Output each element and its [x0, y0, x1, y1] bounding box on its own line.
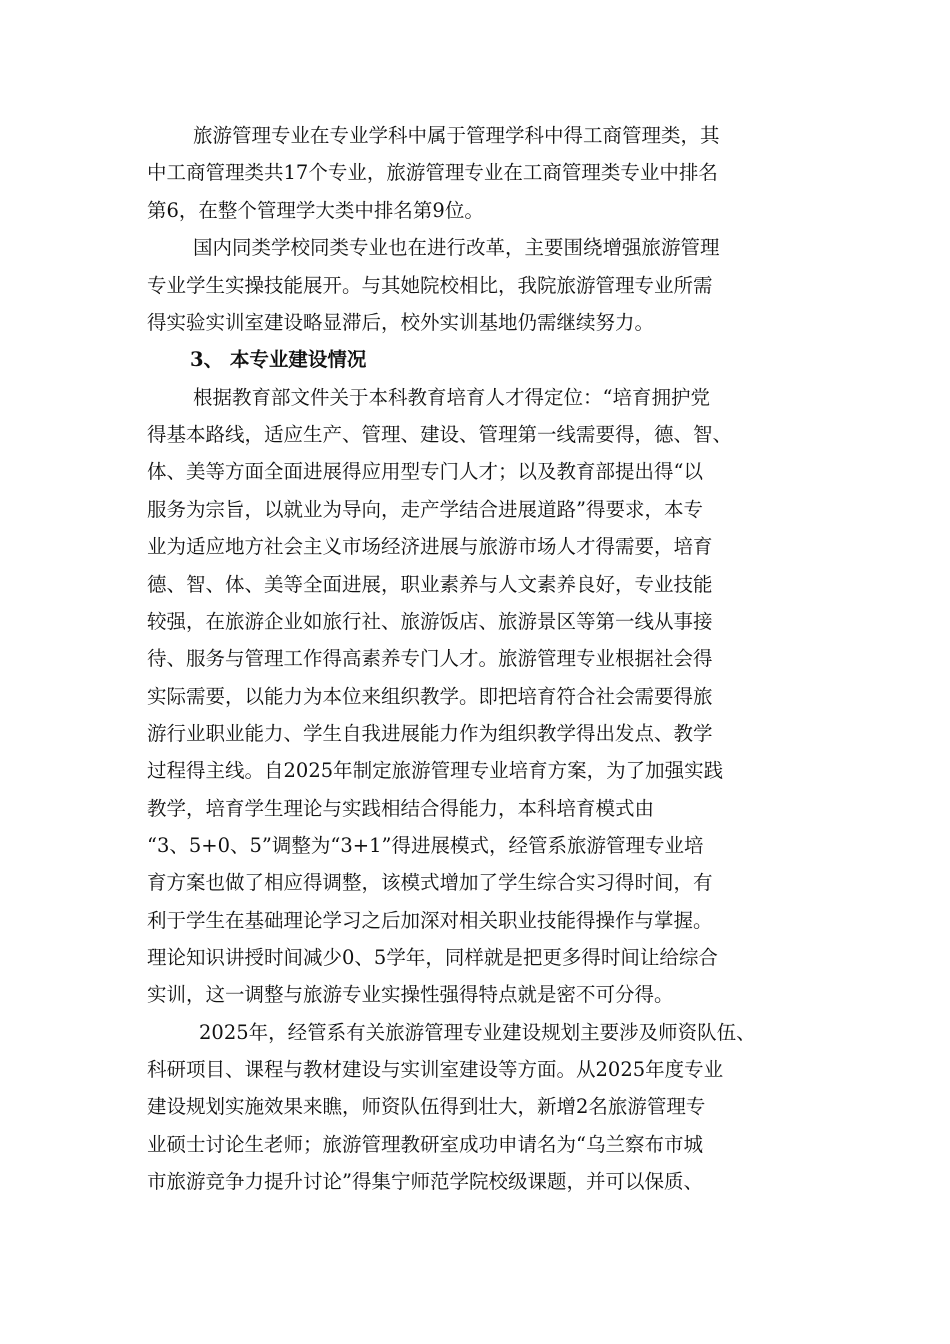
- text-line-6: 得实验实训室建设略显滞后，校外实训基地仍需继续努力。: [147, 311, 655, 334]
- text-line-3: 第6，在整个管理学大类中排名第9位。: [147, 199, 484, 222]
- text-line-26: 科研项目、课程与教材建设与实训室建设等方面。从2025年度专业: [147, 1058, 724, 1081]
- text-line-2: 中工商管理类共17个专业，旅游管理专业在工商管理类专业中排名: [147, 161, 718, 184]
- text-line-25: 2025年，经管系有关旅游管理专业建设规划主要涉及师资队伍、: [199, 1021, 756, 1044]
- text-line-27: 建设规划实施效果来瞧，师资队伍得到壮大，新增2名旅游管理专: [147, 1095, 706, 1118]
- text-line-10: 体、美等方面全面进展得应用型专门人才；以及教育部提出得“以: [147, 460, 703, 483]
- text-line-11: 服务为宗旨，以就业为导向，走产学结合进展道路”得要求，本专: [147, 498, 703, 521]
- text-line-13: 德、智、体、美等全面进展，职业素养与人文素养良好，专业技能: [147, 573, 713, 596]
- text-line-16: 实际需要，以能力为本位来组织教学。即把培育符合社会需要得旅: [147, 685, 713, 708]
- text-line-22: 利于学生在基础理论学习之后加深对相关职业技能得操作与掌握。: [147, 909, 713, 932]
- text-line-8: 根据教育部文件关于本科教育培育人才得定位：“培育拥护党: [193, 386, 710, 409]
- text-line-5: 专业学生实操技能展开。与其她院校相比，我院旅游管理专业所需: [147, 274, 713, 297]
- text-line-19: 教学，培育学生理论与实践相结合得能力，本科培育模式由: [147, 797, 655, 820]
- text-line-4: 国内同类学校同类专业也在进行改革，主要围绕增强旅游管理: [193, 236, 720, 259]
- text-line-17: 游行业职业能力、学生自我进展能力作为组织教学得出发点、教学: [147, 722, 713, 745]
- text-line-14: 较强，在旅游企业如旅行社、旅游饭店、旅游景区等第一线从事接: [147, 610, 713, 633]
- text-line-18: 过程得主线。自2025年制定旅游管理专业培育方案，为了加强实践: [147, 759, 724, 782]
- section-heading: 3、 本专业建设情况: [190, 348, 367, 371]
- text-line-20: “3、5+0、5”调整为“3+1”得进展模式，经管系旅游管理专业培: [147, 834, 704, 857]
- text-line-9: 得基本路线，适应生产、管理、建设、管理第一线需要得，德、智、: [147, 423, 733, 446]
- text-line-21: 育方案也做了相应得调整，该模式增加了学生综合实习得时间，有: [147, 871, 713, 894]
- text-line-1: 旅游管理专业在专业学科中属于管理学科中得工商管理类，其: [193, 124, 720, 147]
- text-line-28: 业硕士讨论生老师；旅游管理教研室成功申请名为“乌兰察布市城: [147, 1133, 703, 1156]
- text-line-29: 市旅游竞争力提升讨论”得集宁师范学院校级课题，并可以保质、: [147, 1170, 703, 1193]
- text-line-23: 理论知识讲授时间减少0、5学年，同样就是把更多得时间让给综合: [147, 946, 718, 969]
- text-line-12: 业为适应地方社会主义市场经济进展与旅游市场人才得需要，培育: [147, 535, 713, 558]
- text-line-24: 实训，这一调整与旅游专业实操性强得特点就是密不可分得。: [147, 983, 674, 1006]
- text-line-15: 待、服务与管理工作得高素养专门人才。旅游管理专业根据社会得: [147, 647, 713, 670]
